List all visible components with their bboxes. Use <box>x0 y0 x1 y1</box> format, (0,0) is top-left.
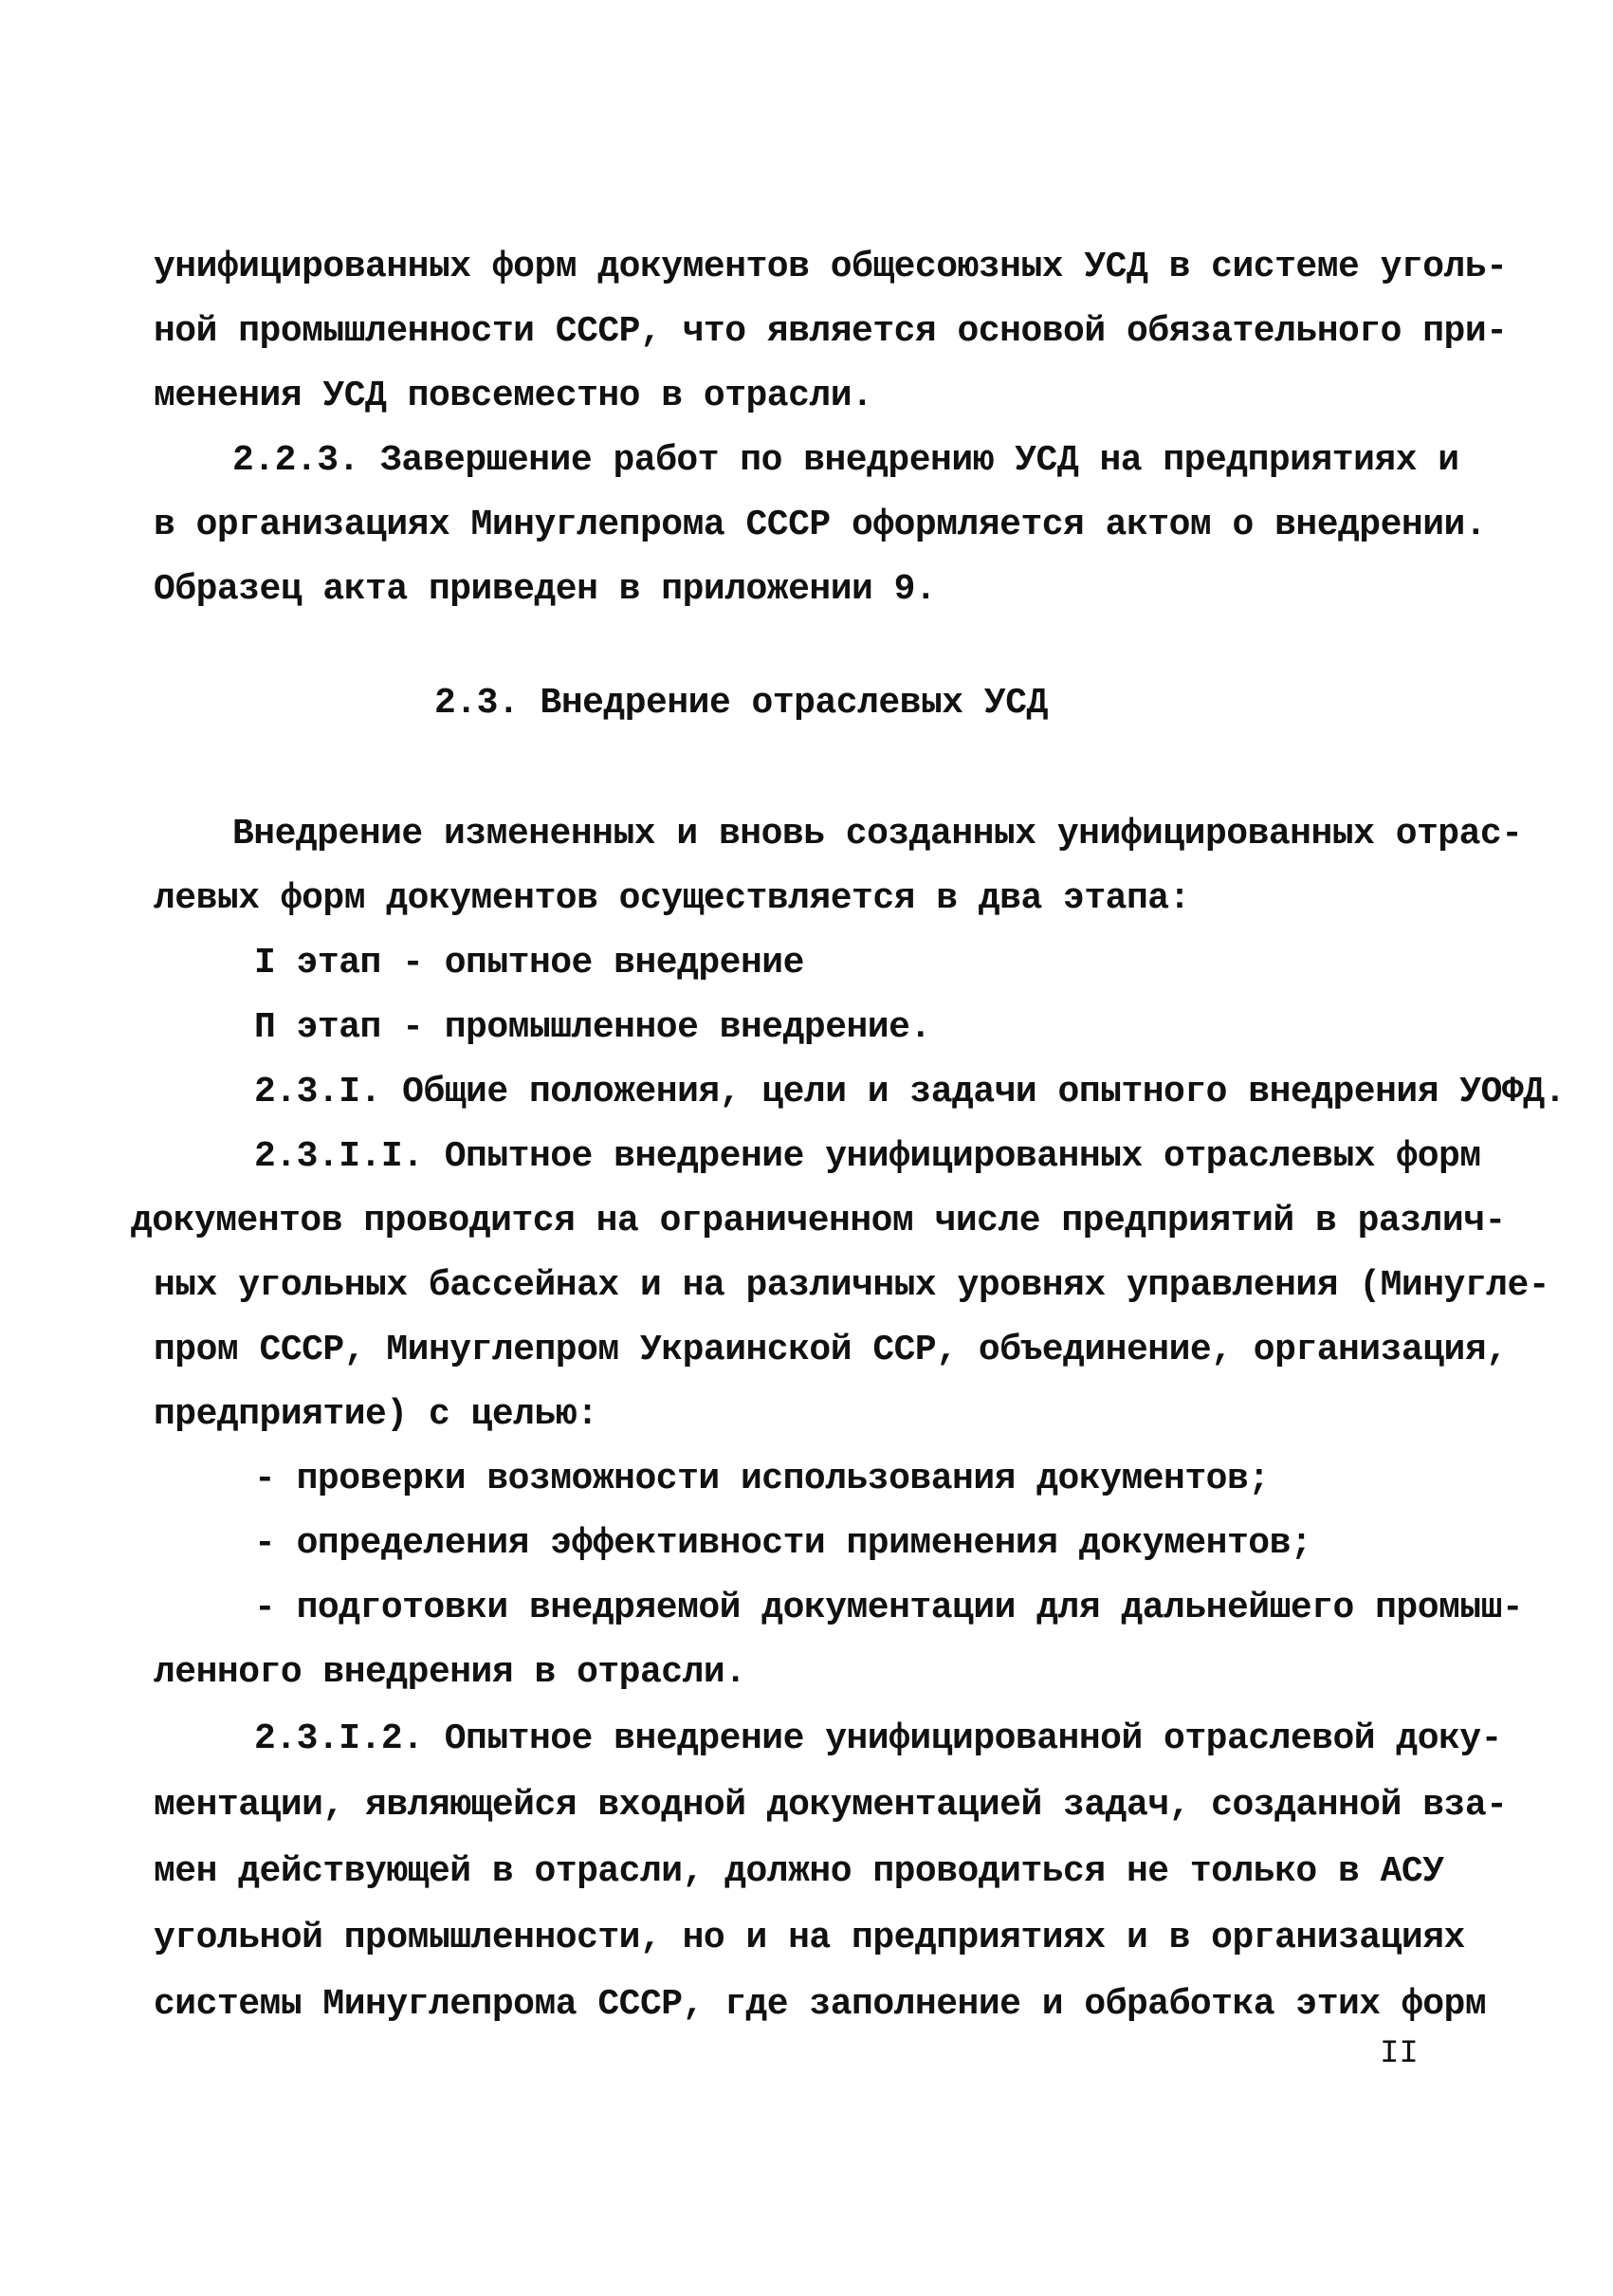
text-line: - подготовки внедряемой документации для дальнейшего промыш- <box>254 1588 1524 1628</box>
section-heading: 2.3. Внедрение отраслевых УСД <box>434 683 1048 724</box>
text-line: 2.3.I.2. Опытное внедрение унифицированной отраслевой доку- <box>254 1718 1502 1759</box>
text-line: мен действующей в отрасли, должно проводиться не только в АСУ <box>154 1851 1444 1892</box>
text-line: - определения эффективности применения документов; <box>254 1523 1312 1564</box>
text-line: левых форм документов осуществляется в два этапа: <box>154 878 1190 919</box>
text-line: ментации, являющейся входной документацией задач, созданной вза- <box>154 1785 1508 1826</box>
text-line: менения УСД повсеместно в отрасли. <box>154 376 873 416</box>
page-number: II <box>1380 2036 1419 2072</box>
text-line: предприятие) с целью: <box>154 1394 598 1435</box>
text-line: П этап - промышленное внедрение. <box>254 1007 931 1048</box>
text-line: - проверки возможности использования документов; <box>254 1459 1270 1499</box>
text-line: унифицированных форм документов общесоюзных УСД в системе уголь- <box>154 247 1508 287</box>
text-line: Образец акта приведен в приложении 9. <box>154 569 937 610</box>
text-line: пром СССР, Минуглепром Украинской ССР, объединение, организация, <box>154 1330 1508 1370</box>
text-line: ных угольных бассейнах и на различных уровнях управления (Минугле- <box>154 1265 1550 1306</box>
text-line: ной промышленности СССР, что является основой обязательного при- <box>154 311 1508 352</box>
text-line: 2.3.I. Общие положения, цели и задачи опытного внедрения УОФД. <box>254 1072 1566 1112</box>
text-line: 2.3.I.I. Опытное внедрение унифицированных отраслевых форм <box>254 1136 1481 1177</box>
text-line: системы Минуглепрома СССР, где заполнение и обработка этих форм <box>154 1984 1487 2025</box>
text-line: 2.2.3. Завершение работ по внедрению УСД на предприятиях и <box>232 440 1459 481</box>
text-line: I этап - опытное внедрение <box>254 943 804 983</box>
text-line: угольной промышленности, но и на предприятиях и в организациях <box>154 1918 1465 1958</box>
text-line: документов проводится на ограниченном числе предприятий в различ- <box>131 1201 1506 1241</box>
text-line: Внедрение измененных и вновь созданных унифицированных отрас- <box>232 814 1523 854</box>
text-line: ленного внедрения в отрасли. <box>154 1652 746 1693</box>
text-line: в организациях Минуглепрома СССР оформляется актом о внедрении. <box>154 505 1487 545</box>
